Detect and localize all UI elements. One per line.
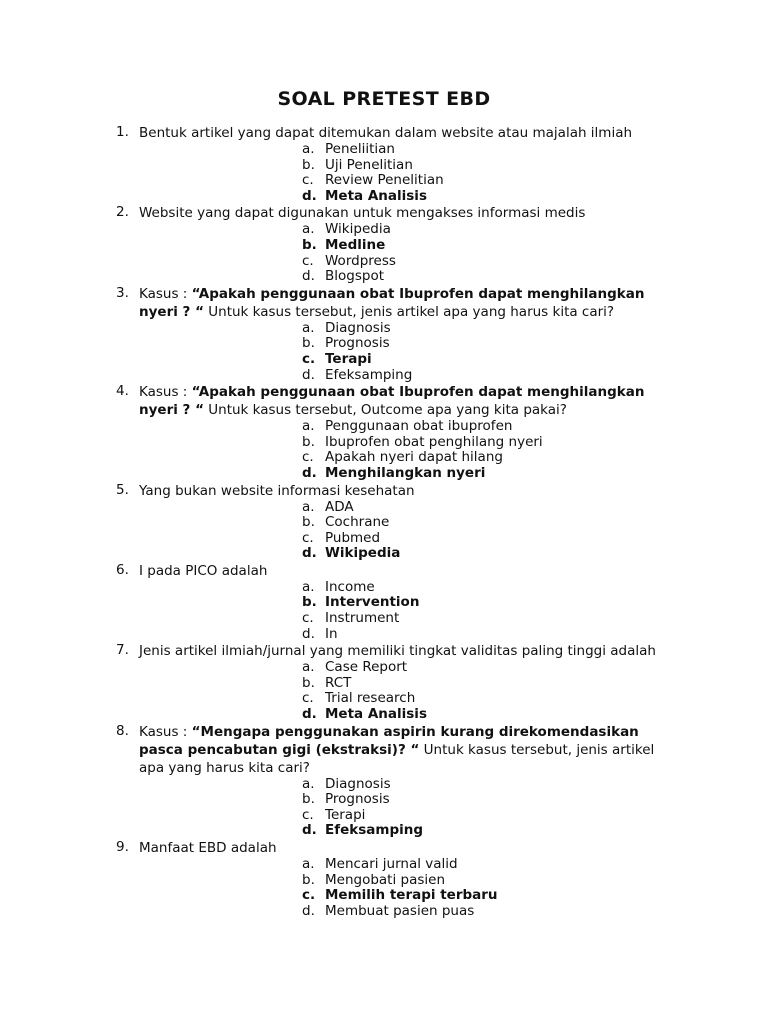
question-emphasis: “Mengapa penggunakan aspirin kurang direkomendasikan pasca pencabutan gigi (ekstraksi)? “: [139, 723, 639, 758]
option-letter: d.: [302, 545, 317, 562]
option-text: Prognosis: [325, 335, 390, 352]
question-item: [0, 482, 768, 562]
question-item: [0, 383, 768, 481]
option-letter: d.: [302, 706, 317, 723]
question-text: [139, 723, 678, 777]
option-text: Blogspot: [325, 268, 384, 285]
answer-option: [302, 580, 678, 596]
question-number: 6.: [116, 561, 129, 578]
option-text: Terapi: [325, 350, 372, 367]
question-item: [0, 562, 768, 642]
option-text: Penggunaan obat ibuprofen: [325, 418, 513, 435]
option-text: Wordpress: [325, 252, 396, 269]
option-letter: b.: [302, 236, 317, 253]
option-text: Peneliitian: [325, 141, 395, 157]
question-text: [139, 562, 678, 580]
option-text: Diagnosis: [325, 775, 391, 792]
option-letter: c.: [302, 806, 314, 823]
option-letter: c.: [302, 610, 314, 627]
answer-option-correct: [302, 238, 678, 254]
question-number: 1.: [116, 124, 129, 140]
option-letter: a.: [302, 418, 315, 435]
option-list: [139, 500, 678, 562]
question-suffix: Untuk kasus tersebut, jenis artikel apa yang harus kita cari?: [139, 741, 655, 776]
option-list: [139, 142, 678, 204]
question-suffix: Untuk kasus tersebut, Outcome apa yang kita pakai?: [203, 402, 567, 419]
option-text: Income: [325, 578, 375, 595]
option-text: ADA: [325, 498, 354, 515]
answer-option: [302, 222, 678, 238]
question-prefix: Bentuk artikel yang dapat ditemukan dalam website atau majalah ilmiah: [139, 125, 633, 141]
answer-option: [302, 500, 678, 516]
answer-option: [302, 857, 678, 873]
answer-option: [302, 611, 678, 627]
question-text: [139, 124, 678, 142]
question-prefix: Kasus :: [139, 723, 192, 740]
option-letter: b.: [302, 594, 317, 611]
answer-option-correct: [302, 189, 678, 205]
answer-option: [302, 435, 678, 451]
option-text: Diagnosis: [325, 319, 391, 336]
question-prefix: Kasus :: [139, 285, 192, 302]
question-number: 8.: [116, 722, 129, 739]
question-prefix: Jenis artikel ilmiah/jurnal yang memiliki tingkat validitas paling tinggi adalah: [139, 643, 656, 660]
option-letter: c.: [302, 690, 314, 707]
question-item: [0, 839, 768, 919]
answer-option: [302, 254, 678, 270]
answer-option: [302, 676, 678, 692]
option-letter: c.: [302, 529, 314, 546]
answer-option: [302, 173, 678, 189]
option-text: Ibuprofen obat penghilang nyeri: [325, 433, 543, 450]
option-letter: a.: [302, 659, 315, 676]
option-letter: d.: [302, 625, 315, 642]
answer-option: [302, 531, 678, 547]
question-prefix: I pada PICO adalah: [139, 562, 268, 579]
option-letter: c.: [302, 172, 314, 189]
question-number: 3.: [116, 284, 129, 301]
answer-option: [302, 515, 678, 531]
option-letter: a.: [302, 498, 315, 515]
option-text: Mencari jurnal valid: [325, 856, 458, 872]
question-item: [0, 285, 768, 383]
option-text: Meta Analisis: [325, 187, 427, 204]
question-item: [0, 642, 768, 722]
option-list: [139, 419, 678, 481]
option-letter: d.: [302, 268, 315, 285]
option-letter: a.: [302, 319, 315, 336]
question-item: [0, 124, 768, 204]
option-letter: b.: [302, 791, 315, 808]
answer-option: [302, 777, 678, 793]
question-text: [139, 482, 678, 500]
question-emphasis: “Apakah penggunaan obat Ibuprofen dapat menghilangkan nyeri ? “: [139, 285, 645, 320]
option-letter: b.: [302, 433, 315, 450]
option-text: Terapi: [325, 806, 366, 823]
answer-option: [302, 142, 678, 158]
option-text: Review Penelitian: [325, 172, 444, 189]
option-letter: b.: [302, 335, 315, 352]
option-text: Wikipedia: [325, 545, 401, 562]
option-letter: d.: [302, 366, 315, 383]
option-text: Memilih terapi terbaru: [325, 887, 498, 904]
question-number: 2.: [116, 204, 129, 221]
option-letter: d.: [302, 822, 317, 839]
option-letter: a.: [302, 856, 315, 872]
question-suffix: Untuk kasus tersebut, jenis artikel apa yang harus kita cari?: [203, 303, 615, 320]
question-number: 9.: [116, 839, 129, 855]
option-text: Instrument: [325, 610, 400, 627]
option-text: Apakah nyeri dapat hilang: [325, 449, 503, 466]
option-text: Menghilangkan nyeri: [325, 464, 486, 481]
answer-option: [302, 158, 678, 174]
option-letter: a.: [302, 221, 315, 238]
option-list: [139, 580, 678, 642]
question-text: [139, 383, 678, 419]
answer-option: [302, 792, 678, 808]
question-text: [139, 839, 678, 857]
answer-option-correct: [302, 466, 678, 482]
option-text: Uji Penelitian: [325, 156, 413, 173]
option-text: Efeksamping: [325, 366, 413, 383]
question-item: [0, 723, 768, 839]
question-prefix: Manfaat EBD adalah: [139, 840, 277, 856]
answer-option-correct: [302, 707, 678, 723]
question-list: [0, 124, 768, 919]
answer-option: [302, 627, 678, 643]
option-text: Meta Analisis: [325, 706, 427, 723]
question-prefix: Kasus :: [139, 384, 192, 401]
answer-option-correct: [302, 546, 678, 562]
question-text: [139, 285, 678, 321]
option-letter: d.: [302, 902, 315, 919]
option-text: Prognosis: [325, 791, 390, 808]
option-text: Trial research: [325, 690, 416, 707]
option-letter: d.: [302, 464, 317, 481]
answer-option: [302, 368, 678, 384]
option-text: Mengobati pasien: [325, 871, 446, 888]
answer-option: [302, 873, 678, 889]
option-text: Pubmed: [325, 529, 381, 546]
option-text: RCT: [325, 674, 352, 691]
option-letter: b.: [302, 871, 315, 888]
question-number: 5.: [116, 481, 129, 498]
option-text: In: [325, 625, 338, 642]
option-letter: b.: [302, 674, 315, 691]
answer-option-correct: [302, 352, 678, 368]
question-emphasis: “Apakah penggunaan obat Ibuprofen dapat menghilangkan nyeri ? “: [139, 384, 645, 419]
question-prefix: Website yang dapat digunakan untuk mengakses informasi medis: [139, 205, 586, 222]
option-text: Wikipedia: [325, 221, 391, 238]
option-list: [139, 857, 678, 919]
option-list: [139, 777, 678, 839]
question-number: 7.: [116, 642, 129, 659]
question-text: [139, 642, 678, 660]
answer-option: [302, 336, 678, 352]
question-text: [139, 204, 678, 222]
answer-option-correct: [302, 888, 678, 904]
answer-option: [302, 808, 678, 824]
option-letter: c.: [302, 350, 316, 367]
option-letter: c.: [302, 887, 316, 904]
option-text: Case Report: [325, 659, 408, 676]
option-letter: c.: [302, 252, 314, 269]
option-list: [139, 321, 678, 383]
answer-option-correct: [302, 823, 678, 839]
option-letter: a.: [302, 141, 315, 157]
answer-option-correct: [302, 595, 678, 611]
option-letter: b.: [302, 156, 315, 173]
answer-option: [302, 660, 678, 676]
question-item: [0, 204, 768, 284]
document-title: SOAL PRETEST EBD: [277, 88, 491, 110]
answer-option: [302, 691, 678, 707]
answer-option: [302, 269, 678, 285]
answer-option: [302, 419, 678, 435]
option-text: Medline: [325, 236, 386, 253]
option-list: [139, 222, 678, 284]
option-text: Efeksamping: [325, 822, 424, 839]
option-text: Intervention: [325, 594, 420, 611]
option-letter: a.: [302, 775, 315, 792]
option-text: Membuat pasien puas: [325, 902, 475, 919]
answer-option: [302, 904, 678, 920]
option-text: Cochrane: [325, 514, 390, 531]
question-number: 4.: [116, 383, 129, 400]
answer-option: [302, 450, 678, 466]
question-prefix: Yang bukan website informasi kesehatan: [139, 482, 415, 499]
option-letter: c.: [302, 449, 314, 466]
answer-option: [302, 321, 678, 337]
option-list: [139, 660, 678, 722]
option-letter: d.: [302, 187, 317, 204]
option-letter: b.: [302, 514, 315, 531]
option-letter: a.: [302, 578, 315, 595]
